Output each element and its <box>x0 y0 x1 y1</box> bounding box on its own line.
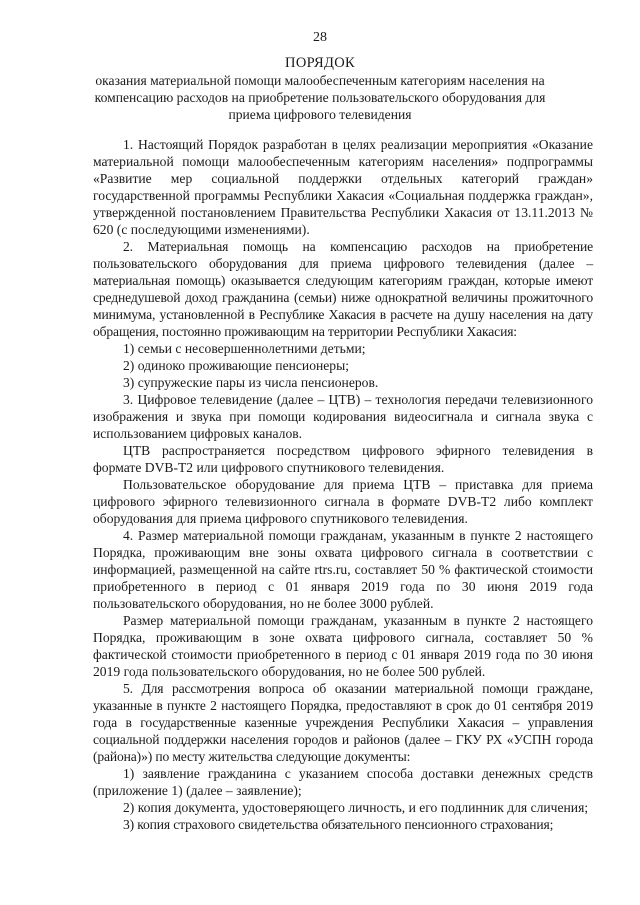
list-item-pensioners: 2) одиноко проживающие пенсионеры; <box>123 358 350 373</box>
paragraph-user-equipment: Пользовательское оборудование для приема ЦТВ – приставка для приема цифрового эфирного телевизионного сигнала в формате DVB-T2 либо комплект оборудования для приема цифрового спутникового телевидения. <box>93 477 593 526</box>
page-number: 28 <box>313 30 327 45</box>
paragraph-1: 1. Настоящий Порядок разработан в целях реализации мероприятия «Оказание материальной помощи малообеспеченным категориям населения» подпрограммы «Развитие мер социальной поддержки отдельных категорий граждан» государственной программы Республики Хакасия «Социальная поддержка граждан», утвержденной постановлением Правительства Республики Хакасия от 13.11.2013 № 620 (с последующими изменениями). <box>93 137 593 237</box>
paragraph-4: 4. Размер материальной помощи гражданам, указанным в пункте 2 настоящего Порядка, проживающим вне зоны охвата цифрового сигнала в соответствии с информацией, размещенной на сайте rtrs.ru, составляет 50 % фактической стоимости приобретенного в период с 01 января 2019 года по 30 июня 2019 года пользовательского оборудования, но не более 3000 рублей. <box>93 528 593 611</box>
doc-list-item-insurance: 3) копия страхового свидетельства обязательного пенсионного страхования; <box>123 817 554 832</box>
paragraph-5: 5. Для рассмотрения вопроса об оказании материальной помощи граждане, указанные в пункте 2 настоящего Порядка, предоставляют в срок до 01 сентября 2019 года в государственные казенные учреждения Республики Хакасия – управления социальной поддержки населения городов и районов (далее – ГКУ РХ «УСПН города (района)») по месту жительства следующие документы: <box>93 681 593 764</box>
paragraph-ctv-distribution: ЦТВ распространяется посредством цифрового эфирного телевидения в формате DVB-T2 или цифрового спутникового телевидения. <box>93 443 593 475</box>
paragraph-2: 2. Материальная помощь на компенсацию расходов на приобретение пользовательского оборудования для приема цифрового телевидения (далее – материальная помощь) оказывается следующим категориям граждан, которые имеют среднедушевой доход гражданина (семьи) ниже однократной величины прожиточного минимума, установленной в Республике Хакасия в расчете на душу населения на дату обращения, постоянно проживающим на территории Республики Хакасия: <box>93 239 593 339</box>
document-body <box>93 136 593 833</box>
list-item-couples: 3) супружеские пары из числа пенсионеров. <box>123 375 379 390</box>
paragraph-4-coverage: Размер материальной помощи гражданам, указанным в пункте 2 настоящего Порядка, проживающим в зоне охвата цифрового сигнала, составляет 50 % фактической стоимости приобретенного в период с 01 января 2019 года по 30 июня 2019 года пользовательского оборудования, но не более 500 рублей. <box>93 613 593 679</box>
document-title: ПОРЯДОК <box>285 55 355 71</box>
document-subtitle: оказания материальной помощи малообеспеченным категориям населения на компенсацию расходов на приобретение пользовательского оборудования для приема цифрового телевидения <box>94 73 546 122</box>
doc-list-item-application: 1) заявление гражданина с указанием способа доставки денежных средств (приложение 1) (далее – заявление); <box>93 766 593 798</box>
paragraph-3: 3. Цифровое телевидение (далее – ЦТВ) – технология передачи телевизионного изображения и звука при помощи кодирования видеосигнала и сигнала звука с использованием цифровых каналов. <box>93 392 593 441</box>
list-item-families: 1) семьи с несовершеннолетними детьми; <box>123 341 366 356</box>
doc-list-item-identity: 2) копия документа, удостоверяющего личность, и его подлинник для сличения; <box>123 800 589 815</box>
